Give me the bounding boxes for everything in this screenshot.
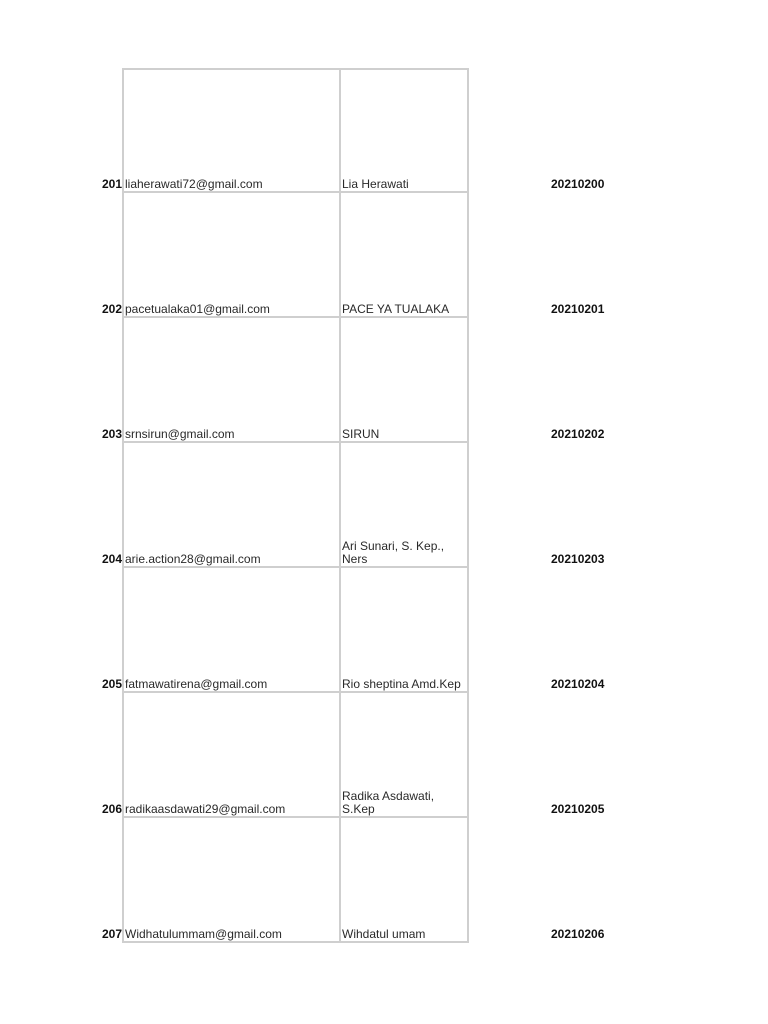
row-number: 206 — [101, 802, 122, 816]
name-cell: Lia Herawati — [342, 177, 409, 191]
table-row — [0, 818, 768, 943]
email-cell: Widhatulummam@gmail.com — [125, 927, 282, 941]
email-cell: radikaasdawati29@gmail.com — [125, 802, 286, 816]
code-cell: 20210203 — [551, 552, 605, 566]
table-row — [0, 68, 768, 193]
code-cell: 20210200 — [551, 177, 605, 191]
code-cell: 20210202 — [551, 427, 605, 441]
name-cell: Radika Asdawati, S.Kep — [342, 789, 435, 816]
row-divider — [122, 941, 469, 943]
code-cell: 20210201 — [551, 302, 605, 316]
row-number: 201 — [101, 177, 122, 191]
code-cell: 20210206 — [551, 927, 605, 941]
email-cell: pacetualaka01@gmail.com — [125, 302, 270, 316]
row-number: 202 — [101, 302, 122, 316]
name-cell: SIRUN — [342, 427, 380, 441]
code-cell: 20210205 — [551, 802, 605, 816]
code-cell: 20210204 — [551, 677, 605, 691]
email-cell: liaherawati72@gmail.com — [125, 177, 263, 191]
row-number: 205 — [101, 677, 122, 691]
name-cell: PACE YA TUALAKA — [342, 302, 450, 316]
row-number: 203 — [101, 427, 122, 441]
table-row — [0, 193, 768, 318]
email-cell: srnsirun@gmail.com — [125, 427, 235, 441]
name-cell: Ari Sunari, S. Kep., Ners — [342, 539, 445, 566]
email-cell: fatmawatirena@gmail.com — [125, 677, 268, 691]
row-number: 204 — [101, 552, 122, 566]
table-row — [0, 318, 768, 443]
name-cell: Rio sheptina Amd.Kep — [342, 677, 461, 691]
row-number: 207 — [101, 927, 122, 941]
table-row — [0, 693, 768, 818]
name-cell: Wihdatul umam — [342, 927, 426, 941]
table-row — [0, 568, 768, 693]
email-cell: arie.action28@gmail.com — [125, 552, 261, 566]
table-row — [0, 443, 768, 568]
